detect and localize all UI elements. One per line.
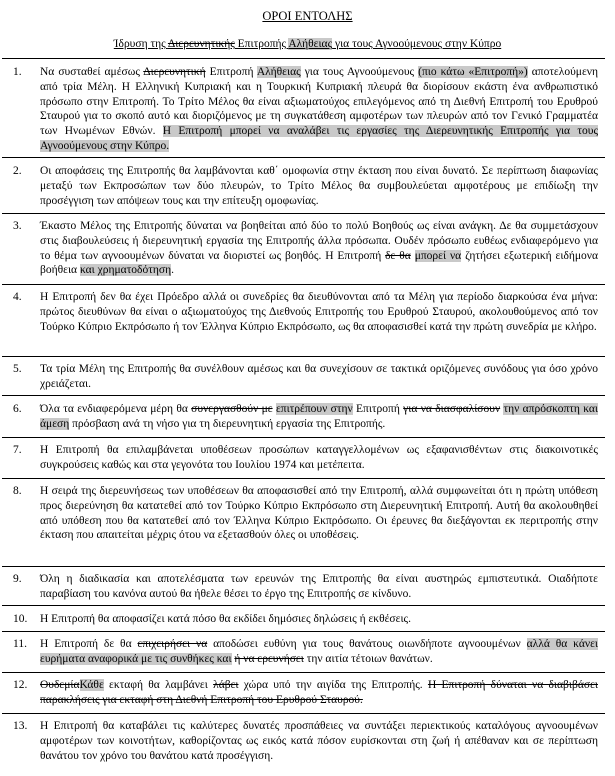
clause-text-segment: Έκαστο Μέλος της Επιτροπής δύναται να βοηθείται από δύο το πολύ Βοηθούς ως είναι ανάγκη. Δε θα συμμετάσχουν στις διαβουλεύσεις ή διερευνητική εργασία της Επιτροπής άλλα πρόσωπα. Ουδέν πρόσωπο ευθέως ενδιαφερόμενο για το θέμα των αγνοουμένων δύναται να διοριστεί ως βοηθός. Η Επιτροπή bbox=[40, 220, 598, 262]
clause-text bbox=[40, 362, 598, 392]
clause-text-segment: για τους Αγνοούμενους bbox=[300, 66, 419, 78]
clause-text-segment: Οι αποφάσεις της Επιτροπής θα λαμβάνονται καθ΄ ομοφωνία στην έκταση που είναι δυνατό. Σε περίπτωση διαφωνίας μεταξύ των Εκπροσώπων των δύο πλευρών, το Τρίτο Μέλος θα συμβουλεύεται αμφοτέρους με επιδίωξη την προσέγγιση των απόψεων τους και την επίτευξη ομοφωνίας. bbox=[40, 165, 598, 207]
clause-text-segment: Όλη η διαδικασία και αποτελέσματα των ερευνών της Επιτροπής θα είναι αυστηρώς εμπιστευτικά. Οιαδήποτε παραβίαση του κανόνα αυτού θα ήθελε θέσει το έργο της Επιτροπής σε κίνδυνο. bbox=[40, 573, 598, 600]
divider-line bbox=[2, 284, 605, 285]
subtitle-struck-word: Διερευνητικής bbox=[167, 38, 235, 50]
clause-number: 4. bbox=[13, 291, 22, 303]
clause-text-segment: Η σειρά της διερευνήσεως των υποθέσεων θα αποφασισθεί από την Επιτροπή, αλλά συμφωνείται ότι η πρώτη υπόθεση προς διερεύνηση θα κατατεθεί από τον Τούρκο Κύπριο Εκπρόσωπο στη Διερευνητική Επιτροπή. Αυτή θα ακολουθηθεί από υπόθεση που θα κατατεθεί από τον Έλληνα Κύπριο Εκπρόσωπο. Οι έρευνες θα διεξάγονται εκ περιτροπής στην έκταση που απαιτείται μέχρις ότου να εξετασθούν όλες οι υποθέσεις. bbox=[40, 485, 598, 542]
subtitle-suffix: για τους Αγνοούμενους στην Κύπρο bbox=[332, 38, 502, 50]
struck-text: δε θα bbox=[385, 249, 411, 262]
struck-text: ή να ερευνήσει bbox=[234, 652, 304, 665]
highlighted-text: την απρόσκοπτη και άμεση bbox=[40, 403, 599, 430]
struck-text: Η Επιτροπή δύναται να διαβιβάσει παρακλήσεις για εκταφή στη Διεθνή Επιτροπή του Ερυθρού Σταυρού. bbox=[40, 679, 598, 706]
highlighted-text: αλλά θα κάνει ευρήματα αναφορικά με τις συνθήκες και bbox=[40, 638, 599, 665]
clause-text-segment: Η Επιτροπή δε θα bbox=[40, 638, 138, 650]
struck-text: Ουδεμία bbox=[40, 679, 80, 691]
clause-text-segment: Τα τρία Μέλη της Επιτροπής θα συνέλθουν αμέσως και θα συνεχίσουν σε τακτικά οριζόμενες συνόδους για όσο χρόνο χρειάζεται. bbox=[40, 363, 598, 390]
subtitle-middle: Επιτροπής bbox=[234, 38, 289, 50]
struck-text: συνεργασθούν με bbox=[191, 403, 273, 415]
clause-text bbox=[40, 219, 598, 278]
clause-number: 6. bbox=[13, 403, 22, 415]
struck-text: επιχειρήσει να bbox=[137, 638, 208, 650]
clause-number: 11. bbox=[13, 638, 27, 650]
struck-text: για να διασφαλίσουν bbox=[403, 403, 501, 415]
clause-number: 13. bbox=[13, 720, 28, 732]
clause-text-segment: πρόσβαση ανά τη νήσο για τη διερευνητική εργασία της Επιτροπής. bbox=[69, 417, 386, 430]
highlighted-text: Αλήθειας bbox=[256, 66, 301, 78]
divider-line bbox=[2, 395, 605, 396]
highlighted-text: και χρηματοδότηση bbox=[79, 264, 172, 277]
clause-text-segment: Επιτροπή bbox=[352, 403, 404, 415]
clause-text bbox=[40, 612, 598, 627]
divider-line bbox=[2, 605, 605, 606]
clause-number: 12. bbox=[13, 679, 28, 691]
divider-line bbox=[2, 213, 605, 214]
clause-text-segment: ζητήσει εξωτερική ειδήμονα βοήθεια bbox=[40, 249, 599, 277]
divider-line bbox=[2, 58, 605, 59]
subtitle-highlight-word: Αλήθειας bbox=[288, 38, 333, 50]
divider-line bbox=[2, 478, 605, 479]
clause-text bbox=[40, 572, 598, 602]
clause-text bbox=[40, 719, 598, 763]
clause-text-segment: την αιτία τέτοιων θανάτων. bbox=[303, 652, 433, 665]
subtitle-prefix: Ίδρυση της bbox=[113, 38, 168, 50]
struck-text: λάβει bbox=[213, 679, 239, 691]
clause-text-segment: Να συσταθεί αμέσως bbox=[40, 66, 144, 78]
highlighted-text: επιτρέπουν στην bbox=[275, 403, 353, 415]
clause-text bbox=[40, 637, 598, 667]
clause-text-segment: Η Επιτροπή θα καταβάλει τις καλύτερες δυνατές προσπάθειες να συντάξει περιεκτικούς καταλόγους αγνοουμένων αμφοτέρων των κοινοτήτων, καθορίζοντας ως εικός κατά πόσον ευρίσκονται στη ζωή ή απέθαναν και σε περίπτωση θανάτου τον χρόνο του θανάτου κατά προσέγγιση. bbox=[40, 720, 598, 762]
clause-number: 10. bbox=[13, 613, 28, 625]
highlighted-text: Η Επιτροπή μπορεί να αναλάβει τις εργασίες της Διερευνητικής Επιτροπής για τους Αγνοούμενους στην Κύπρο. bbox=[40, 125, 598, 152]
clause-text-segment: Η Επιτροπή θα αποφασίζει κατά πόσο θα εκδίδει δημόσιες δηλώσεις ή εκθέσεις. bbox=[40, 613, 411, 625]
clause-number: 7. bbox=[13, 444, 22, 456]
document-title: ΟΡΟΙ ΕΝΤΟΛΗΣ bbox=[262, 9, 353, 23]
divider-line bbox=[2, 356, 605, 357]
clause-number: 3. bbox=[13, 220, 22, 232]
clause-text bbox=[40, 678, 598, 708]
divider-line bbox=[2, 631, 605, 632]
divider-line bbox=[2, 566, 605, 567]
clause-text bbox=[40, 65, 598, 154]
clause-text-segment: Επιτροπή bbox=[205, 66, 257, 78]
clause-text bbox=[40, 443, 598, 473]
clause-text bbox=[40, 484, 598, 543]
clause-number: 9. bbox=[13, 573, 22, 585]
clause-text-segment: εκταφή θα λαμβάνει bbox=[103, 679, 214, 691]
document-subtitle bbox=[0, 38, 615, 50]
clause-text-segment: αποδώσει ευθύνη για τους θανάτους οιωνδήποτε αγνοουμένων bbox=[207, 638, 527, 650]
divider-line bbox=[2, 672, 605, 673]
clause-text-segment: . bbox=[171, 264, 174, 277]
clause-text-segment: Όλα τα ενδιαφερόμενα μέρη θα bbox=[40, 403, 192, 415]
clause-number: 1. bbox=[13, 66, 22, 78]
divider-line bbox=[2, 437, 605, 438]
struck-text: Διερευνητική bbox=[143, 66, 206, 78]
clause-text-segment: Η Επιτροπή δεν θα έχει Πρόεδρο αλλά οι συνεδρίες θα διευθύνονται από τα Μέλη για περίοδο διαρκούσα ένα μήνα: πρώτος διευθύνων θα είναι ο αξιωματούχος της Διεθνούς Επιτροπής του Ερυθρού Σταυρού, ακολουθούμενος από τον Τούρκο Κύπριο Εκπρόσωπο ή τον Έλληνα Κύπριο Εκπρόσωπο, ως θα αποφασισθεί κατά την πρώτη συνεδρία με κλήρο. bbox=[40, 291, 598, 333]
divider-line bbox=[2, 157, 605, 158]
clause-number: 8. bbox=[13, 485, 22, 497]
divider-line bbox=[2, 713, 605, 714]
clause-text bbox=[40, 164, 598, 208]
clause-text-segment: αποτελούμενη από τρία Μέλη. Η Ελληνική Κυπριακή και η Τουρκική Κυπριακή πλευρά θα διορίσουν εκάστη ένα ανθρωπιστικό πρόσωπο στην Επιτροπή. Το Τρίτο Μέλος θα είναι αξιωματούχος επιλεγόμενος από τη Διεθνή Επιτροπή του Ερυθρού Σταυρού για το σκοπό αυτό και διοριζόμενος με τη συγκατάθεση αμφοτέρων των πλευρών από τον Γενικό Γραμματέα των Ηνωμένων Εθνών. bbox=[40, 66, 598, 138]
highlighted-text: Κάθε bbox=[79, 679, 104, 691]
clause-text bbox=[40, 290, 598, 334]
clause-number: 2. bbox=[13, 165, 22, 177]
clause-text-segment: Η Επιτροπή θα επιλαμβάνεται υποθέσεων προσώπων καταγγελλομένων ως εξαφανισθέντων στις διακοινοτικές συγκρούσεις καθώς και στα γεγονότα του Ιουλίου 1974 και μετέπειτα. bbox=[40, 444, 598, 471]
clause-text-segment: χώρα υπό την αιγίδα της Επιτροπής. bbox=[238, 679, 428, 691]
clause-text bbox=[40, 402, 598, 432]
clause-number: 5. bbox=[13, 363, 22, 375]
highlighted-text: μπορεί να bbox=[414, 249, 462, 262]
highlighted-text: (πιο κάτω «Επιτροπή») bbox=[418, 66, 528, 78]
